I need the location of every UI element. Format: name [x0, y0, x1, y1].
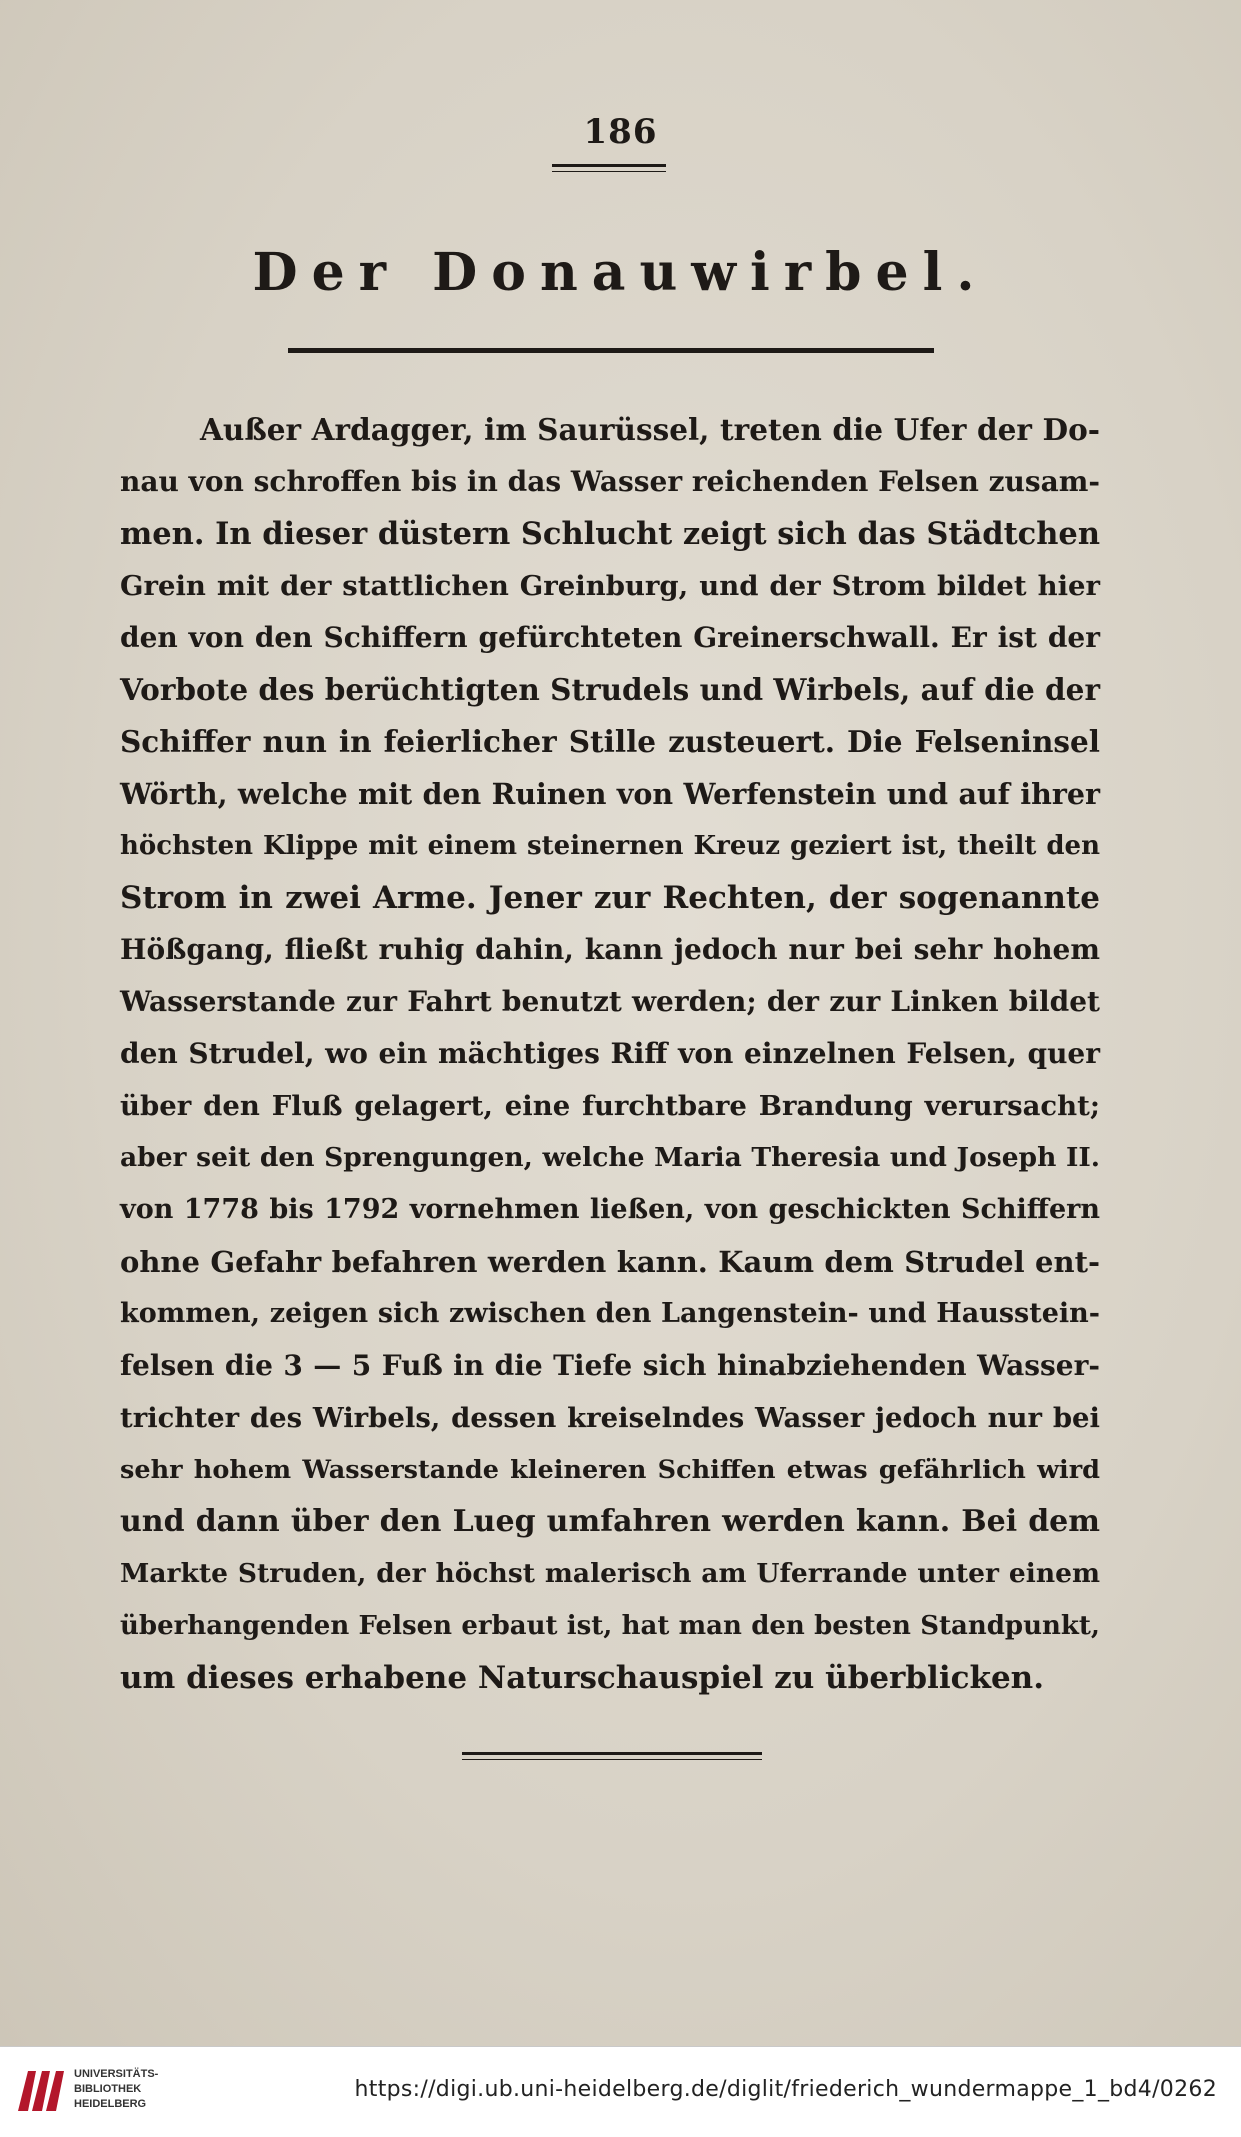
page-number: 186 — [583, 112, 658, 152]
text-line: Außer Ardagger, im Saurüssel, treten die Ufer der Do- — [200, 412, 1100, 447]
text-line: Strom in zwei Arme. Jener zur Rechten, der sogenannte — [120, 880, 1100, 916]
text-line: den Strudel, wo ein mächtiges Riff von einzelnen Felsen, quer — [120, 1037, 1100, 1070]
library-name — [74, 2067, 158, 2112]
text-line: höchsten Klippe mit einem steinernen Kreuz geziert ist, theilt den — [120, 831, 1100, 861]
text-line: sehr hohem Wasserstande kleineren Schiffen etwas gefährlich wird — [120, 1455, 1100, 1485]
permalink-url[interactable]: https://digi.ub.uni-heidelberg.de/diglit/friederich_wundermappe_1_bd4/0262 — [354, 2077, 1217, 2102]
text-line: kommen, zeigen sich zwischen den Langenstein- und Hausstein- — [120, 1298, 1100, 1329]
viewer-footer — [0, 2046, 1241, 2137]
text-line: aber seit den Sprengungen, welche Maria Theresia und Joseph II. — [120, 1142, 1100, 1173]
text-line: von 1778 bis 1792 vornehmen ließen, von geschickten Schiffern — [120, 1194, 1100, 1225]
text-line: Wasserstande zur Fahrt benutzt werden; der zur Linken bildet — [120, 985, 1100, 1018]
text-line: und dann über den Lueg umfahren werden kann. Bei dem — [120, 1504, 1100, 1539]
text-line: nau von schroffen bis in das Wasser reichenden Felsen zusam- — [120, 465, 1101, 498]
text-line: Wörth, welche mit den Ruinen von Werfenstein und auf ihrer — [120, 777, 1100, 811]
chapter-title: Der Donauwirbel. — [252, 242, 989, 303]
text-line: überhangenden Felsen erbaut ist, hat man den besten Standpunkt, — [120, 1611, 1100, 1641]
text-line: Vorbote des berüchtigten Strudels und Wirbels, auf die der — [120, 672, 1100, 707]
library-name-line: HEIDELBERG — [74, 2098, 147, 2110]
text-line: ohne Gefahr befahren werden kann. Kaum dem Strudel ent- — [120, 1245, 1100, 1279]
heidelberg-university-library-logo-icon — [14, 2063, 68, 2119]
page-number-rule — [552, 164, 666, 172]
text-line: den von den Schiffern gefürchteten Greinerschwall. Er ist der — [120, 621, 1100, 654]
text-line: Hößgang, fließt ruhig dahin, kann jedoch nur bei sehr hohem — [120, 933, 1100, 966]
text-line: men. In dieser düstern Schlucht zeigt sich das Städtchen — [120, 516, 1100, 552]
text-line: Markte Struden, der höchst malerisch am Uferrande unter einem — [120, 1558, 1100, 1589]
library-name-line: BIBLIOTHEK — [74, 2083, 142, 2095]
text-line: über den Fluß gelagert, eine furchtbare Brandung verursacht; — [120, 1090, 1100, 1122]
text-line: felsen die 3 — 5 Fuß in die Tiefe sich hinabziehenden Wasser- — [120, 1349, 1100, 1382]
text-line: um dieses erhabene Naturschauspiel zu überblicken. — [120, 1660, 1045, 1696]
body-text — [120, 404, 1100, 1704]
text-line: Grein mit der stattlichen Greinburg, und der Strom bildet hier — [120, 570, 1100, 602]
text-line: Schiffer nun in feierlicher Stille zusteuert. Die Felseninsel — [120, 724, 1100, 759]
title-rule — [288, 348, 934, 353]
library-name-line: UNIVERSITÄTS- — [74, 2068, 159, 2080]
end-rule — [462, 1752, 762, 1760]
text-line: trichter des Wirbels, dessen kreiselndes Wasser jedoch nur bei — [120, 1402, 1100, 1434]
